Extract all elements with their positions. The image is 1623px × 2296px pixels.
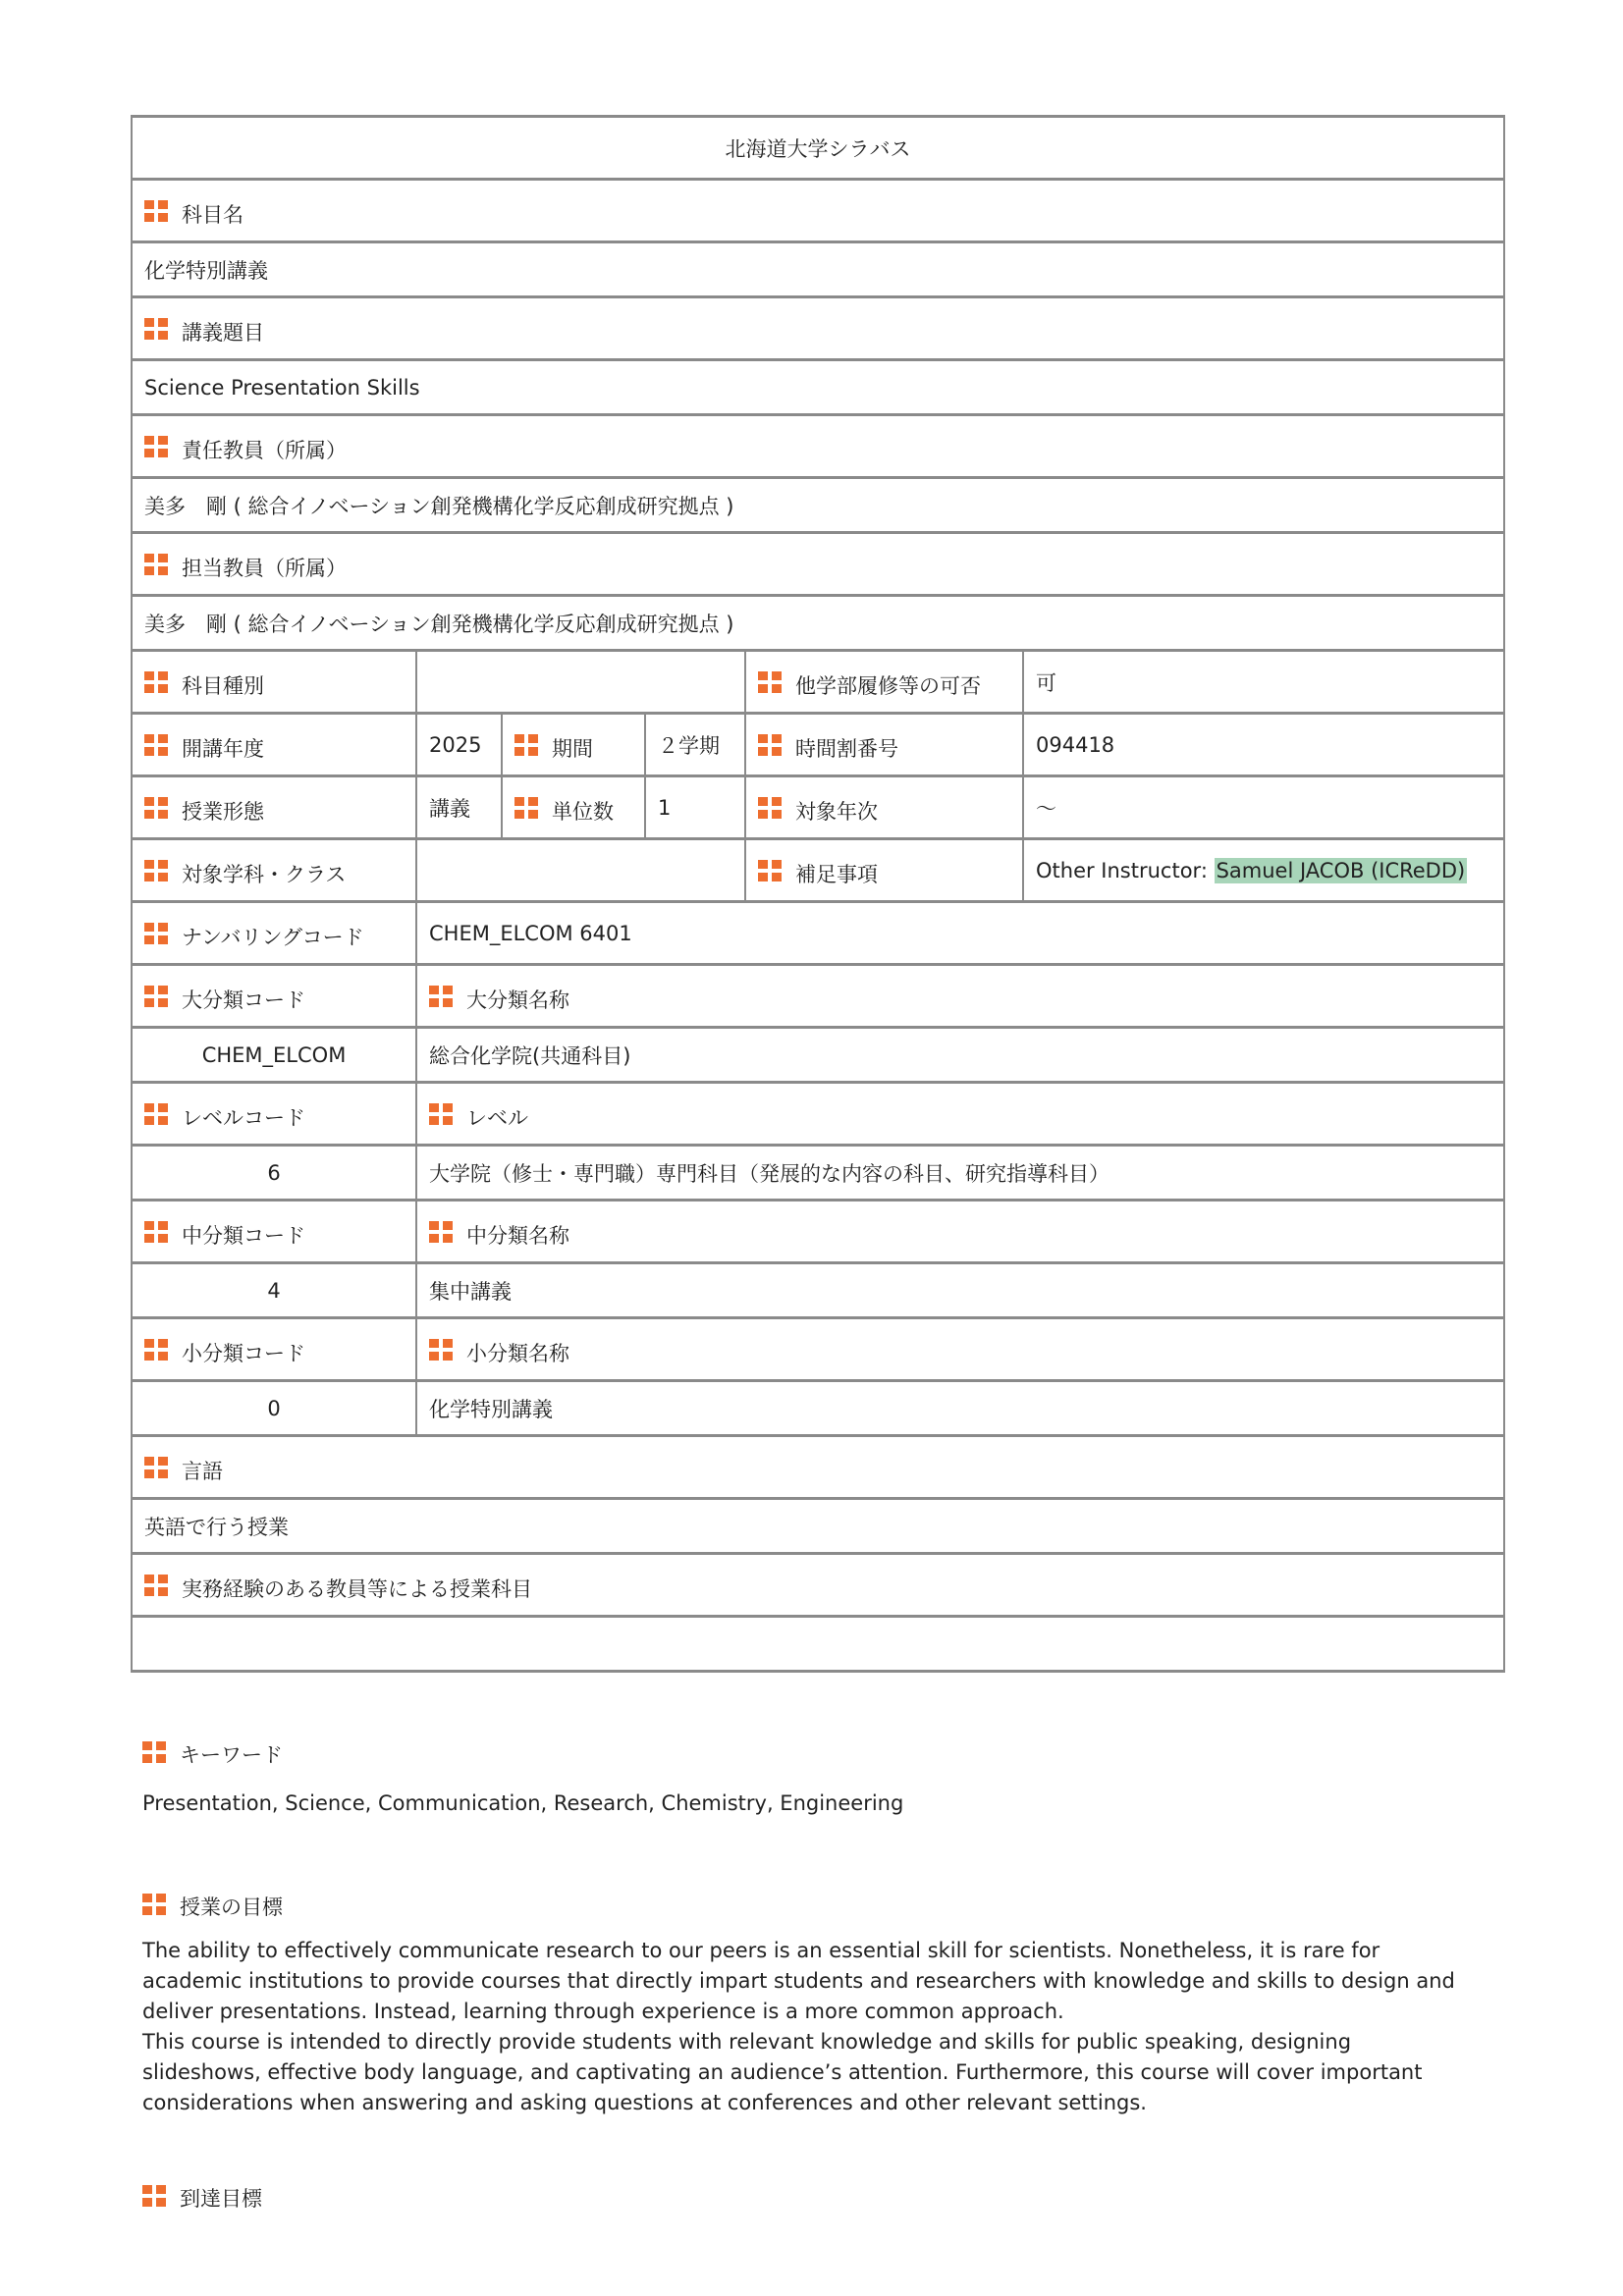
minor-code-label: 小分類コード bbox=[182, 1341, 305, 1365]
subject-name-label-cell bbox=[132, 180, 1504, 242]
timetable-label-cell bbox=[745, 714, 1023, 776]
other-faculty: 可 bbox=[1023, 651, 1504, 714]
language-label-cell bbox=[132, 1436, 1504, 1499]
keywords-value: Presentation, Science, Communication, Research, Chemistry, Engineering bbox=[142, 1791, 904, 1815]
numbering-code: CHEM_ELCOM 6401 bbox=[416, 902, 1504, 965]
goals-label: 到達目標 bbox=[180, 2187, 262, 2211]
mid-name: 集中講義 bbox=[416, 1263, 1504, 1318]
target-class-label: 対象学科・クラス bbox=[182, 862, 347, 886]
minor-name-label-cell bbox=[416, 1318, 1504, 1381]
section-marker-icon bbox=[144, 436, 168, 457]
credits-label: 単位数 bbox=[552, 799, 614, 824]
year-label-cell bbox=[132, 714, 416, 776]
minor-code: 0 bbox=[132, 1381, 416, 1436]
assigned-instructor: 美多 剛 ( 総合イノベーション創発機構化学反応創成研究拠点 ) bbox=[132, 596, 1504, 651]
section-marker-icon bbox=[758, 860, 782, 881]
major-code-label-cell bbox=[132, 965, 416, 1028]
major-name-label: 大分類名称 bbox=[466, 988, 569, 1012]
section-marker-icon bbox=[429, 1339, 453, 1361]
notes-label: 補足事項 bbox=[795, 862, 878, 886]
minor-code-label-cell bbox=[132, 1318, 416, 1381]
numbering-label-cell bbox=[132, 902, 416, 965]
mid-name-label-cell bbox=[416, 1201, 1504, 1263]
goals-section bbox=[142, 2181, 262, 2211]
major-name: 総合化学院(共通科目) bbox=[416, 1028, 1504, 1083]
subject-type bbox=[416, 651, 745, 714]
term: ２学期 bbox=[645, 714, 745, 776]
mid-name-label: 中分類名称 bbox=[466, 1223, 569, 1248]
other-faculty-label: 他学部履修等の可否 bbox=[795, 673, 981, 698]
format-label: 授業形態 bbox=[182, 799, 264, 824]
credits-label-cell bbox=[502, 776, 645, 839]
section-marker-icon bbox=[429, 1103, 453, 1125]
objectives-line: academic institutions to provide courses that directly impart students and researchers with knowledge and skills to design and bbox=[142, 1969, 1455, 1993]
assigned-instructor-label: 担当教員（所属） bbox=[182, 556, 347, 580]
other-faculty-label-cell bbox=[745, 651, 1023, 714]
target-class bbox=[416, 839, 745, 902]
section-marker-icon bbox=[144, 1575, 168, 1596]
level-code-label: レベルコード bbox=[182, 1105, 305, 1130]
level-label: レベル bbox=[466, 1105, 528, 1130]
numbering-label: ナンバリングコード bbox=[182, 925, 364, 949]
notes-highlight: Samuel JACOB (ICReDD) bbox=[1216, 858, 1466, 882]
mid-code: 4 bbox=[132, 1263, 416, 1318]
level-code: 6 bbox=[132, 1146, 416, 1201]
subject-type-label: 科目種別 bbox=[182, 673, 264, 698]
section-marker-icon bbox=[429, 986, 453, 1007]
section-marker-icon bbox=[144, 923, 168, 944]
practical-label: 実務経験のある教員等による授業科目 bbox=[182, 1576, 532, 1601]
section-marker-icon bbox=[514, 734, 538, 756]
minor-name: 化学特別講義 bbox=[416, 1381, 1504, 1436]
level-name: 大学院（修士・専門職）専門科目（発展的な内容の科目、研究指導科目） bbox=[416, 1146, 1504, 1201]
notes-label-cell bbox=[745, 839, 1023, 902]
target-year-label: 対象年次 bbox=[795, 799, 878, 824]
notes bbox=[1023, 839, 1504, 902]
section-marker-icon bbox=[144, 1457, 168, 1478]
format: 講義 bbox=[416, 776, 502, 839]
major-code: CHEM_ELCOM bbox=[132, 1028, 416, 1083]
page-title: 北海道大学シラバス bbox=[132, 117, 1504, 180]
objectives-text bbox=[142, 1936, 1458, 2118]
section-marker-icon bbox=[758, 671, 782, 693]
keywords-label: キーワード bbox=[180, 1743, 283, 1767]
objectives-line: The ability to effectively communicate research to our peers is an essential skill for scientists. Nonetheless, it is rare for bbox=[142, 1939, 1380, 1962]
section-marker-icon bbox=[144, 554, 168, 575]
section-marker-icon bbox=[429, 1221, 453, 1243]
target-year: ～ bbox=[1023, 776, 1504, 839]
major-name-label-cell bbox=[416, 965, 1504, 1028]
assigned-instructor-label-cell bbox=[132, 533, 1504, 596]
level-label-cell bbox=[416, 1083, 1504, 1146]
year-label: 開講年度 bbox=[182, 736, 264, 761]
objectives-line: deliver presentations. Instead, learning through experience is a more common approach. bbox=[142, 2000, 1064, 2023]
subject-type-label-cell bbox=[132, 651, 416, 714]
lecture-title-label: 講義題目 bbox=[182, 320, 264, 345]
section-marker-icon bbox=[142, 1741, 166, 1763]
year: 2025 bbox=[416, 714, 502, 776]
timetable-label: 時間割番号 bbox=[795, 736, 898, 761]
section-marker-icon bbox=[142, 1894, 166, 1915]
lecture-title-label-cell bbox=[132, 297, 1504, 360]
section-marker-icon bbox=[144, 671, 168, 693]
section-marker-icon bbox=[142, 2185, 166, 2207]
section-marker-icon bbox=[144, 318, 168, 340]
minor-name-label: 小分類名称 bbox=[466, 1341, 569, 1365]
section-marker-icon bbox=[144, 1339, 168, 1361]
section-marker-icon bbox=[144, 797, 168, 819]
section-marker-icon bbox=[758, 797, 782, 819]
section-marker-icon bbox=[144, 734, 168, 756]
objectives-label: 授業の目標 bbox=[180, 1896, 283, 1919]
section-marker-icon bbox=[144, 200, 168, 222]
section-marker-icon bbox=[144, 1103, 168, 1125]
target-class-label-cell bbox=[132, 839, 416, 902]
mid-code-label-cell bbox=[132, 1201, 416, 1263]
term-label: 期間 bbox=[552, 736, 593, 761]
subject-name-label: 科目名 bbox=[182, 202, 243, 227]
mid-code-label: 中分類コード bbox=[182, 1223, 305, 1248]
objectives-line: slideshows, effective body language, and captivating an audience’s attention. Furthermore, this course will cover important bbox=[142, 2060, 1423, 2084]
practical-value bbox=[132, 1617, 1504, 1672]
objectives-line: considerations when answering and asking questions at conferences and other relevant settings. bbox=[142, 2091, 1147, 2114]
notes-prefix: Other Instructor: bbox=[1036, 858, 1215, 882]
section-marker-icon bbox=[514, 797, 538, 819]
subject-name: 化学特別講義 bbox=[132, 242, 1504, 297]
major-code-label: 大分類コード bbox=[182, 988, 305, 1012]
section-marker-icon bbox=[758, 734, 782, 756]
objectives-section bbox=[142, 1890, 283, 1919]
lecture-title: Science Presentation Skills bbox=[132, 360, 1504, 415]
timetable-number: 094418 bbox=[1023, 714, 1504, 776]
level-code-label-cell bbox=[132, 1083, 416, 1146]
practical-label-cell bbox=[132, 1554, 1504, 1617]
keywords-section bbox=[142, 1737, 283, 1767]
responsible-instructor: 美多 剛 ( 総合イノベーション創発機構化学反応創成研究拠点 ) bbox=[132, 478, 1504, 533]
responsible-instructor-label-cell bbox=[132, 415, 1504, 478]
section-marker-icon bbox=[144, 860, 168, 881]
objectives-line: This course is intended to directly provide students with relevant knowledge and skills for public speaking, designing bbox=[142, 2030, 1352, 2054]
target-year-label-cell bbox=[745, 776, 1023, 839]
format-label-cell bbox=[132, 776, 416, 839]
section-marker-icon bbox=[144, 1221, 168, 1243]
credits: 1 bbox=[645, 776, 745, 839]
language-value: 英語で行う授業 bbox=[132, 1499, 1504, 1554]
term-label-cell bbox=[502, 714, 645, 776]
language-label: 言語 bbox=[182, 1459, 223, 1483]
syllabus-table bbox=[131, 115, 1505, 1673]
section-marker-icon bbox=[144, 986, 168, 1007]
responsible-instructor-label: 責任教員（所属） bbox=[182, 438, 347, 462]
